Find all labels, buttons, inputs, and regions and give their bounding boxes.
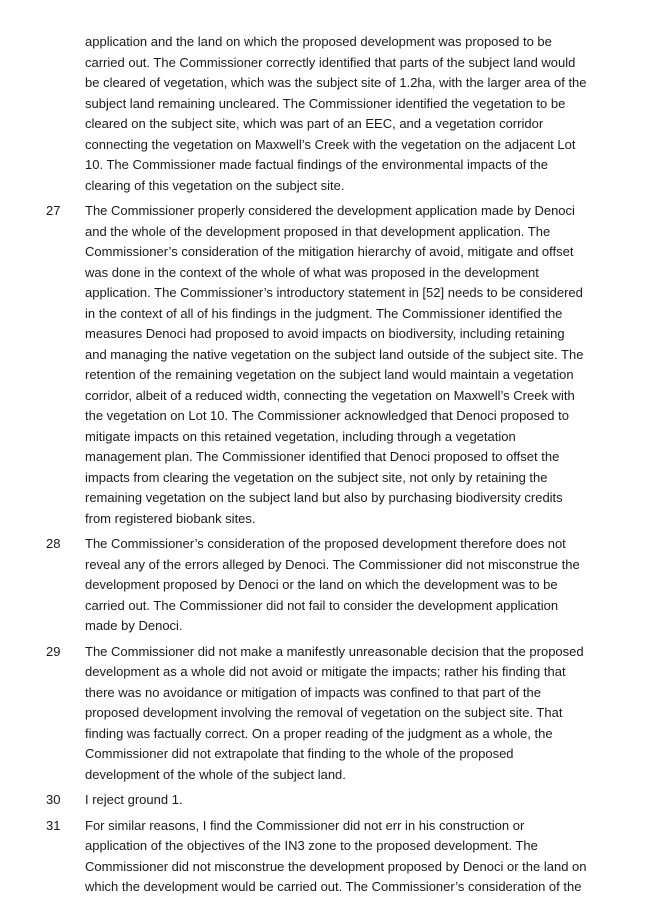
paragraph-number: 29 bbox=[46, 643, 61, 659]
paragraph-line: carried out. The Commissioner correctly identified that parts of the subject land would bbox=[85, 54, 576, 70]
paragraph-line: and the whole of the development proposed in that development application. The bbox=[85, 223, 551, 239]
paragraph-line: management plan. The Commissioner identified that Denoci proposed to offset the bbox=[85, 449, 560, 464]
paragraph-line: The Commissioner properly considered the development application made by Denoci bbox=[85, 203, 575, 218]
paragraph-line: reveal any of the errors alleged by Denoci. The Commissioner did not misconstrue the bbox=[85, 556, 580, 572]
paragraph-line: I reject ground 1. bbox=[85, 792, 183, 807]
paragraph-line: development proposed by Denoci or the land on which the development was to be bbox=[85, 577, 558, 592]
paragraph-line: corridor, albeit of a reduced width, connecting the vegetation on Maxwell’s Creek with bbox=[85, 387, 575, 403]
paragraph-line: mitigate impacts on this retained vegetation, including through a vegetation bbox=[85, 428, 516, 444]
paragraph-line: carried out. The Commissioner did not fail to consider the development application bbox=[85, 597, 559, 613]
paragraph-line: For similar reasons, I find the Commissioner did not err in his construction or bbox=[85, 817, 525, 833]
paragraph-line: Commissioner did not extrapolate that finding to the whole of the proposed bbox=[85, 746, 514, 761]
paragraph-line: proposed development involving the removal of vegetation on the subject site. That bbox=[85, 705, 563, 720]
paragraph-number: 28 bbox=[46, 536, 61, 551]
paragraph-line: application. The Commissioner’s introductory statement in [52] needs to be considered bbox=[85, 285, 583, 300]
paragraph-line: and managing the native vegetation on the subject land outside of the subject site. The bbox=[85, 346, 584, 362]
paragraph-line: clearing of this vegetation on the subject site. bbox=[85, 177, 345, 193]
paragraph-number: 27 bbox=[46, 203, 61, 218]
paragraph-line: subject land remaining uncleared. The Commissioner identified the vegetation to be bbox=[85, 95, 566, 111]
paragraph-line: there was no avoidance or mitigation of impacts was confined to that part of the bbox=[85, 684, 541, 700]
paragraph-line: The Commissioner’s consideration of the proposed development therefore does not bbox=[85, 536, 566, 551]
paragraph-line: from registered biobank sites. bbox=[85, 510, 256, 526]
paragraph-line: was done in the context of the whole of what was proposed in the development bbox=[85, 264, 539, 280]
paragraph-line: 10. The Commissioner made factual findings of the environmental impacts of the bbox=[85, 157, 548, 172]
paragraph-line: development as a whole did not avoid or mitigate the impacts; rather his finding that bbox=[85, 664, 566, 679]
paragraph-line: Commissioner’s consideration of the mitigation hierarchy of avoid, mitigate and offset bbox=[85, 244, 574, 259]
paragraph-line: in the context of all of his findings in the judgment. The Commissioner identified the bbox=[85, 305, 563, 321]
paragraph-number: 30 bbox=[46, 792, 61, 807]
paragraph-line: remaining vegetation on the subject land but also by purchasing biodiversity credits bbox=[85, 490, 563, 505]
paragraph-line: application of the objectives of the IN3 zone to the proposed development. The bbox=[85, 838, 538, 853]
paragraph-27 bbox=[46, 201, 600, 529]
paragraph-continuation bbox=[85, 32, 600, 196]
paragraph-line: made by Denoci. bbox=[85, 618, 183, 633]
paragraph-line: finding was factually correct. On a proper reading of the judgment as a whole, the bbox=[85, 725, 553, 741]
paragraph-line: connecting the vegetation on Maxwell’s Creek with the vegetation on the adjacent Lot bbox=[85, 136, 576, 152]
paragraph-29 bbox=[46, 642, 600, 786]
paragraph-line: development of the whole of the subject land. bbox=[85, 766, 346, 782]
paragraph-line: application and the land on which the proposed development was proposed to be bbox=[85, 34, 552, 49]
paragraph-31 bbox=[46, 816, 600, 898]
paragraph-line: Commissioner did not misconstrue the development proposed by Denoci or the land on bbox=[85, 858, 587, 874]
paragraph-line: retention of the remaining vegetation on the subject land would maintain a vegetation bbox=[85, 367, 574, 382]
paragraph-line: measures Denoci had proposed to avoid impacts on biodiversity, including retaining bbox=[85, 326, 565, 341]
paragraph-line: be cleared of vegetation, which was the subject site of 1.2ha, with the larger area of the bbox=[85, 75, 587, 90]
paragraph-line: the vegetation on Lot 10. The Commissioner acknowledged that Denoci proposed to bbox=[85, 408, 569, 423]
paragraph-28 bbox=[46, 534, 600, 637]
paragraph-line: which the development would be carried out. The Commissioner’s consideration of the bbox=[85, 879, 582, 894]
paragraph-line: The Commissioner did not make a manifestly unreasonable decision that the proposed bbox=[85, 643, 584, 659]
paragraph-30 bbox=[46, 790, 600, 811]
paragraph-line: impacts from clearing the vegetation on the subject site, not only by retaining the bbox=[85, 469, 548, 485]
paragraph-line: cleared on the subject site, which was part of an EEC, and a vegetation corridor bbox=[85, 116, 544, 131]
paragraph-list bbox=[0, 32, 653, 903]
paragraph-number: 31 bbox=[46, 817, 61, 833]
